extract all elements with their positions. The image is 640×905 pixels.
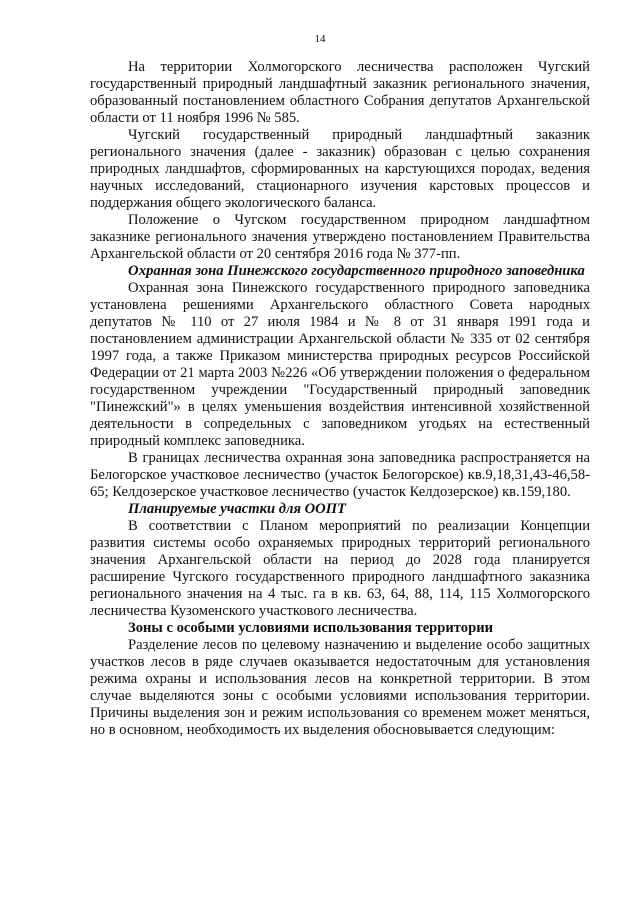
- paragraph-planned-reserve-expansion: В соответствии с Планом мероприятий по реализации Концепции развития системы особо охраняемых природных территорий регионального значения Архангельской области на период до 2028 года планируется расширение Чугского государственного природного ландшафтного заказника регионального значения на 4 тыс. га в кв. 63, 64, 88, 114, 115 Холмогорского лесничества Кузоменского участкового лесничества.: [90, 518, 590, 619]
- paragraph-chugsky-reserve-location: На территории Холмогорского лесничества расположен Чугский государственный природный ландшафтный заказник регионального значения, образованный постановлением областного Собрания депутатов Архангельской области от 11 ноября 1996 № 585.: [90, 59, 590, 126]
- section-heading-planned-protected-areas: Планируемые участки для ООПТ: [128, 501, 346, 517]
- paragraph-pinega-buffer-zone-boundaries: В границах лесничества охранная зона заповедника распространяется на Белогорское участковое лесничество (участок Белогорское) кв.9,18,31,43-46,58-65; Келдозерское участковое лесничество (участок Келдозерское) кв.159,180.: [90, 450, 590, 500]
- paragraph-pinega-buffer-zone-establishment: Охранная зона Пинежского государственного природного заповедника установлена решениями Архангельского областного Совета народных депутатов № 110 от 27 июля 1984 и № 8 от 31 января 1991 года и постановлением администрации Архангельской области № 335 от 02 сентября 1997 года, а также Приказом министерства природных ресурсов Российской Федерации от 21 марта 2003 №226 «Об утверждении положения о федеральном государственном учреждении "Государственный природный заповедник "Пинежский"» в целях уменьшения воздействия интенсивной хозяйственной деятельности в сопредельных с заповедником угодьях на естественный природный комплекс заповедника.: [90, 280, 590, 449]
- paragraph-special-use-zones-rationale: Разделение лесов по целевому назначению и выделение особо защитных участков лесов в ряде случаев оказывается недостаточным для установления режима охраны и использования лесов на конкретной территории. В этом случае выделяются зоны с особыми условиями использования территории. Причины выделения зон и режим использования со временем может меняться, но в основном, необходимость их выделения обосновывается следующим:: [90, 637, 590, 738]
- paragraph-chugsky-reserve-purpose: Чугский государственный природный ландшафтный заказник регионального значения (далее - заказник) образован с целью сохранения природных ландшафтов, сформированных на карстующихся породах, ведения научных исследований, стационарного изучения карстовых процессов и поддержания общего экологического баланса.: [90, 127, 590, 211]
- page-number: 14: [314, 33, 326, 45]
- section-heading-pinega-buffer-zone: Охранная зона Пинежского государственного природного заповедника: [128, 263, 585, 279]
- document-body: [90, 59, 590, 739]
- section-heading-special-use-zones: Зоны с особыми условиями использования территории: [128, 620, 494, 636]
- paragraph-chugsky-reserve-regulation: Положение о Чугском государственном природном ландшафтном заказнике регионального значения утверждено постановлением Правительства Архангельской области от 20 сентября 2016 года № 377-пп.: [90, 212, 590, 262]
